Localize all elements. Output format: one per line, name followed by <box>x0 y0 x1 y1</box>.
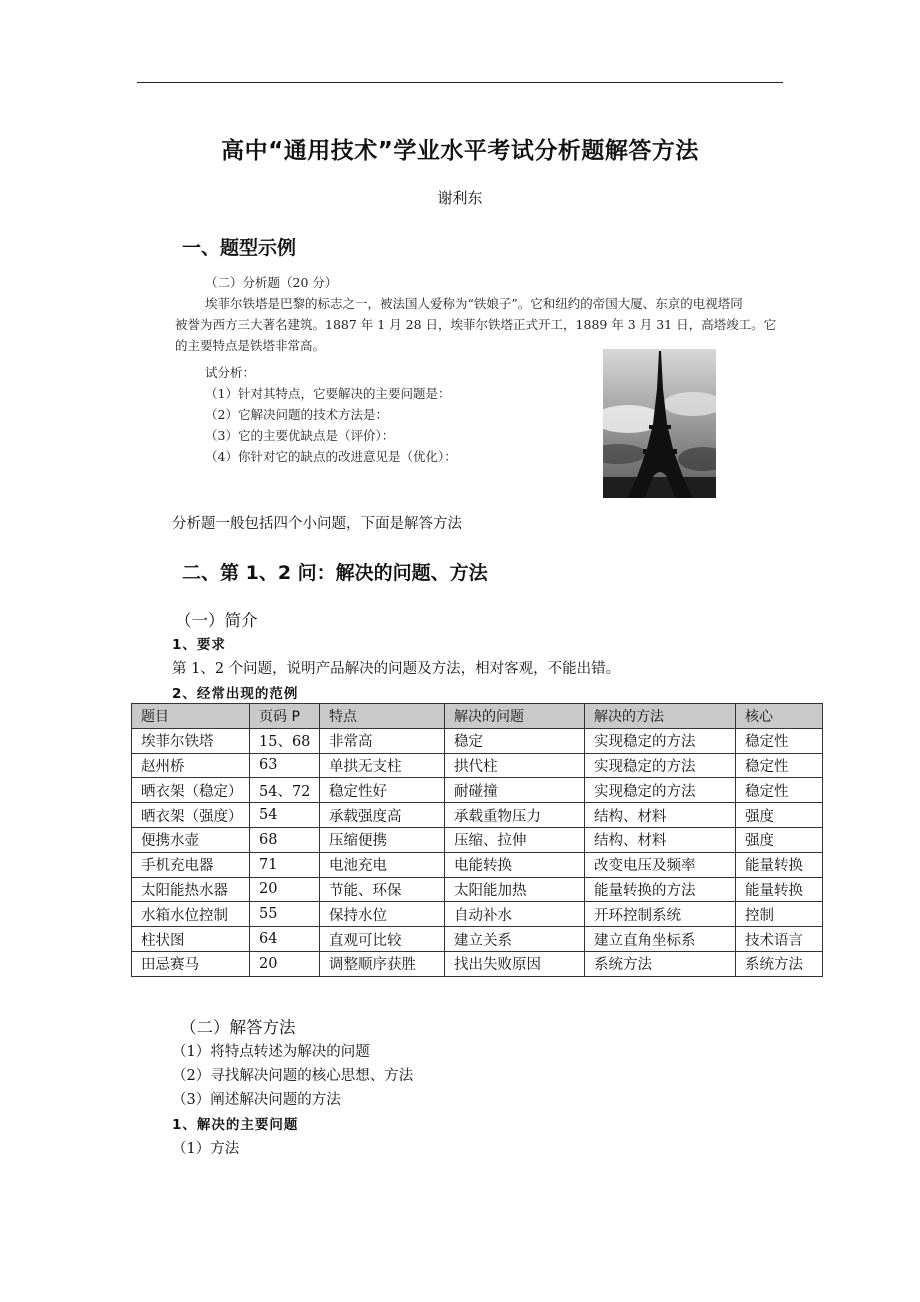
requirement-label: 1、要求 <box>172 637 226 653</box>
table-cell: 结构、材料 <box>585 803 736 828</box>
table-cell: 电能转换 <box>445 852 585 877</box>
table-cell: 开环控制系统 <box>585 902 736 927</box>
table-cell: 节能、环保 <box>320 877 445 902</box>
section1-heading: 一、题型示例 <box>182 237 297 259</box>
table-cell: 71 <box>250 852 320 877</box>
table-cell: 赵州桥 <box>132 753 250 778</box>
table-cell: 建立关系 <box>445 927 585 952</box>
table-cell: 太阳能热水器 <box>132 877 250 902</box>
table-cell: 水箱水位控制 <box>132 902 250 927</box>
document-title: 高中“通用技术”学业水平考试分析题解答方法 <box>221 138 699 164</box>
table-cell: 稳定性 <box>736 778 823 803</box>
table-cell: 55 <box>250 902 320 927</box>
requirement-text: 第 1、2 个问题，说明产品解决的问题及方法，相对客观，不能出错。 <box>172 661 621 677</box>
example-question: （2）它解决问题的技术方法是： <box>205 407 388 422</box>
table-cell: 改变电压及频率 <box>585 852 736 877</box>
table-row <box>132 753 823 778</box>
example-para-line: 被誉为西方三大著名建筑。1887 年 1 月 28 日，埃菲尔铁塔正式开工，1889 年 3 月 31 日，高塔竣工。它 <box>175 317 777 332</box>
table-cell: 建立直角坐标系 <box>585 927 736 952</box>
table-cell: 20 <box>250 877 320 902</box>
subsection-intro: （一）简介 <box>175 611 258 630</box>
examples-table <box>131 703 823 977</box>
table-cell: 单拱无支柱 <box>320 753 445 778</box>
table-header-cell: 题目 <box>132 704 250 729</box>
table-row <box>132 877 823 902</box>
example-heading: （二）分析题（20 分） <box>205 275 338 290</box>
table-cell: 晒衣架（稳定） <box>132 778 250 803</box>
method-item: （2）寻找解决问题的核心思想、方法 <box>172 1068 414 1084</box>
table-cell: 系统方法 <box>585 951 736 976</box>
table-cell: 能量转换的方法 <box>585 877 736 902</box>
table-cell: 晒衣架（强度） <box>132 803 250 828</box>
table-cell: 54、72 <box>250 778 320 803</box>
table-cell: 太阳能加热 <box>445 877 585 902</box>
table-cell: 稳定 <box>445 728 585 753</box>
table-cell: 强度 <box>736 827 823 852</box>
author: 谢利东 <box>437 189 483 207</box>
table-cell: 非常高 <box>320 728 445 753</box>
table-cell: 保持水位 <box>320 902 445 927</box>
table-cell: 压缩便携 <box>320 827 445 852</box>
table-cell: 实现稳定的方法 <box>585 753 736 778</box>
table-header-cell: 解决的方法 <box>585 704 736 729</box>
table-cell: 手机充电器 <box>132 852 250 877</box>
table-header-cell: 核心 <box>736 704 823 729</box>
table-cell: 结构、材料 <box>585 827 736 852</box>
eiffel-tower-image <box>603 349 716 498</box>
table-row <box>132 951 823 976</box>
table-cell: 实现稳定的方法 <box>585 778 736 803</box>
table-cell: 稳定性 <box>736 728 823 753</box>
table-row <box>132 902 823 927</box>
table-row <box>132 803 823 828</box>
table-cell: 埃菲尔铁塔 <box>132 728 250 753</box>
table-cell: 稳定性 <box>736 753 823 778</box>
table-row <box>132 852 823 877</box>
table-cell: 田忌赛马 <box>132 951 250 976</box>
table-cell: 调整顺序获胜 <box>320 951 445 976</box>
table-header-cell: 页码 P <box>250 704 320 729</box>
table-cell: 强度 <box>736 803 823 828</box>
example-para-line: 埃菲尔铁塔是巴黎的标志之一，被法国人爱称为“铁娘子”。它和纽约的帝国大厦、东京的电视塔同 <box>205 296 743 311</box>
example-question: （4）你针对它的缺点的改进意见是（优化）： <box>205 449 457 464</box>
intro-text: 分析题一般包括四个小问题，下面是解答方法 <box>172 516 462 532</box>
table-cell: 控制 <box>736 902 823 927</box>
table-cell: 找出失败原因 <box>445 951 585 976</box>
method-item: （3）阐述解决问题的方法 <box>172 1092 341 1108</box>
table-cell: 柱状图 <box>132 927 250 952</box>
table-row <box>132 927 823 952</box>
method-item: （1）将特点转述为解决的问题 <box>172 1044 370 1060</box>
table-cell: 63 <box>250 753 320 778</box>
table-cell: 15、68 <box>250 728 320 753</box>
try-label: 试分析： <box>205 365 256 380</box>
table-cell: 实现稳定的方法 <box>585 728 736 753</box>
table-row <box>132 778 823 803</box>
table-cell: 54 <box>250 803 320 828</box>
table-cell: 电池充电 <box>320 852 445 877</box>
table-cell: 拱代柱 <box>445 753 585 778</box>
table-cell: 系统方法 <box>736 951 823 976</box>
table-cell: 自动补水 <box>445 902 585 927</box>
examples-label: 2、经常出现的范例 <box>172 686 299 702</box>
table-cell: 压缩、拉伸 <box>445 827 585 852</box>
table-cell: 能量转换 <box>736 852 823 877</box>
table-row <box>132 728 823 753</box>
table-cell: 便携水壶 <box>132 827 250 852</box>
table-cell: 64 <box>250 927 320 952</box>
example-para-line: 的主要特点是铁塔非常高。 <box>175 338 326 353</box>
subsection-methods: （二）解答方法 <box>180 1018 296 1037</box>
table-cell: 承载强度高 <box>320 803 445 828</box>
example-scan <box>175 270 825 505</box>
table-cell: 技术语言 <box>736 927 823 952</box>
table-cell: 68 <box>250 827 320 852</box>
table-cell: 耐碰撞 <box>445 778 585 803</box>
table-cell: 稳定性好 <box>320 778 445 803</box>
section2-heading: 二、第 1、2 问：解决的问题、方法 <box>182 562 488 584</box>
table-cell: 承载重物压力 <box>445 803 585 828</box>
table-header-row <box>132 704 823 729</box>
table-cell: 20 <box>250 951 320 976</box>
table-header-cell: 特点 <box>320 704 445 729</box>
table-cell: 能量转换 <box>736 877 823 902</box>
table-cell: 直观可比较 <box>320 927 445 952</box>
main-problem-label: 1、解决的主要问题 <box>172 1117 299 1133</box>
example-question: （1）针对其特点，它要解决的主要问题是： <box>205 386 451 401</box>
top-rule <box>137 82 783 83</box>
example-question: （3）它的主要优缺点是（评价）： <box>205 428 395 443</box>
method-label: （1）方法 <box>172 1141 240 1157</box>
table-row <box>132 827 823 852</box>
table-header-cell: 解决的问题 <box>445 704 585 729</box>
